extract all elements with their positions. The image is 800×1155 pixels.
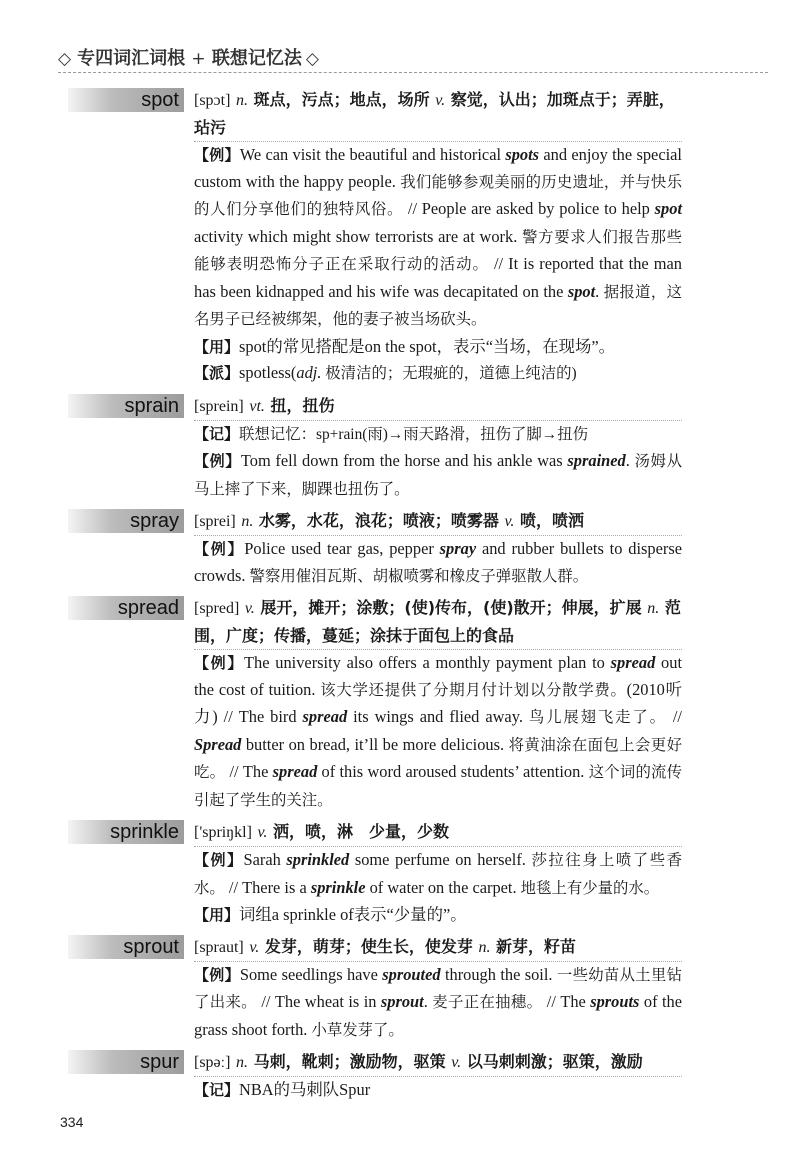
keyword: Spread [194, 734, 242, 754]
phonetic: [spraut] [194, 938, 244, 956]
part-of-speech: v. [451, 1054, 462, 1071]
meaning: 新芽，籽苗 [496, 936, 577, 956]
phonetic: ['spriŋkl] [194, 824, 252, 841]
text: Some seedlings have [239, 964, 383, 984]
text: // There is a [224, 877, 311, 897]
translation: 小草发芽了。 [311, 1021, 404, 1039]
section-tag: 【例】 [194, 146, 240, 164]
meaning: 洒，喷，淋 少量，少数 [272, 822, 449, 841]
meaning: 扭，扭伤 [270, 395, 335, 415]
usage-section [194, 334, 682, 361]
meaning: 水雾，水花，浪花；喷液；喷雾器 [258, 511, 499, 530]
text: (2010听力) // The bird [194, 679, 682, 726]
text: 词组a sprinkle of表示“少量的”。 [239, 905, 467, 924]
entry-sprinkle [68, 818, 682, 929]
memory-section [194, 1077, 682, 1104]
phonetic: [spəː] [194, 1054, 231, 1071]
part-of-speech: n. [241, 513, 254, 530]
text: butter on bread, it’ll be more delicious. [241, 734, 509, 754]
phonetic: [spred] [194, 600, 240, 617]
text: Police used tear gas, pepper [244, 539, 440, 558]
example-section [194, 650, 682, 814]
usage-section [194, 902, 682, 929]
entry-spread [68, 594, 682, 814]
dictionary-entries [68, 86, 682, 1108]
keyword: spread [302, 707, 348, 726]
text: // People are asked by police to help [403, 199, 655, 218]
entry-spray [68, 507, 682, 590]
keyword: sprinkle [310, 877, 366, 897]
text: of water on the carpet. [365, 877, 521, 897]
text: . [625, 451, 635, 470]
part-of-speech: vt. [249, 397, 265, 415]
translation: 据报道，这名男子已经被绑架，他的妻子被当场砍头。 [194, 283, 682, 328]
definition [194, 818, 682, 847]
meaning: 斑点，污点；地点，场所 [253, 90, 430, 109]
entry-sprout [68, 933, 682, 1045]
section-tag: 【例】 [194, 851, 244, 869]
part-of-speech: n. [478, 938, 491, 956]
entry-spot [68, 86, 682, 388]
keyword: spray [439, 539, 477, 558]
headword: spread [68, 596, 184, 620]
meaning: 察觉，认出；加斑点于；弄脏，玷污 [194, 90, 675, 137]
translation: 该大学还提供了分期月付计划以分散学费。 [320, 681, 627, 699]
translation: 一些幼苗从土里钻了出来。 [194, 966, 682, 1011]
page-header [58, 44, 768, 73]
headword: sprain [68, 394, 184, 418]
part-of-speech: adj. [296, 363, 322, 382]
translation: 将黄油涂在面包上会更好吃。 [194, 736, 682, 781]
phonetic: [sprei] [194, 513, 236, 530]
definition [194, 507, 682, 536]
headword: spray [68, 509, 184, 533]
entry-spur [68, 1048, 682, 1104]
entry-sprain [68, 392, 682, 504]
text: of this word aroused students’ attention. [317, 762, 589, 781]
text: some perfume on herself. [349, 850, 532, 869]
derivative-section [194, 360, 682, 388]
headword: sprout [68, 935, 184, 959]
text: 联想记忆：sp+rain(雨)→雨天路滑，扭伤了脚→扭伤 [239, 425, 588, 443]
phonetic: [spɔt] [194, 92, 231, 109]
section-tag: 【例】 [194, 452, 241, 470]
definition [194, 392, 682, 421]
text: and enjoy the special custom with the happy people. [194, 145, 682, 191]
diamond-icon: ◇ [305, 49, 319, 69]
definition [194, 1048, 682, 1077]
meaning: 马刺，靴刺；激励物，驱策 [253, 1052, 446, 1071]
text: Sarah [243, 850, 287, 869]
text: // The wheat is in [256, 992, 381, 1011]
keyword: spread [272, 762, 318, 781]
part-of-speech: v. [504, 513, 515, 530]
example-section [194, 847, 682, 902]
section-tag: 【用】 [194, 906, 240, 924]
translation: 这个词的流传引起了学生的关注。 [194, 764, 682, 809]
text: The university also offers a monthly payment plan to [244, 653, 611, 672]
text: . [595, 281, 604, 301]
text: its wings and flied away. [347, 707, 529, 726]
plus-sign: + [191, 49, 206, 69]
text: through the soil. [440, 964, 557, 984]
definition [194, 86, 682, 142]
keyword: sprained [567, 451, 626, 470]
part-of-speech: n. [236, 92, 249, 109]
part-of-speech: v. [435, 92, 446, 109]
text: Tom fell down from the horse and his ankle was [240, 451, 568, 470]
meaning: 以马刺刺激；驱策，激励 [466, 1052, 643, 1071]
meaning: 发芽，萌芽；使生长，使发芽 [264, 936, 473, 956]
keyword: sprouts [590, 992, 640, 1011]
keyword: spot [654, 199, 682, 218]
text: of the grass shoot forth. [194, 992, 682, 1039]
example-section [194, 536, 682, 590]
translation: 警方要求人们报告那些能够表明恐怖分子正在采取行动的活动。 [194, 228, 682, 273]
keyword: spot [567, 281, 596, 301]
book-title-part1: 专四词汇词根 [77, 48, 186, 69]
part-of-speech: v. [244, 600, 255, 617]
definition [194, 594, 682, 650]
example-section [194, 962, 682, 1045]
keyword: spots [505, 145, 540, 164]
section-tag: 【用】 [194, 337, 240, 356]
part-of-speech: n. [647, 600, 660, 617]
meaning: 喷，喷洒 [520, 511, 585, 530]
part-of-speech: v. [257, 824, 268, 841]
definition [194, 933, 682, 962]
translation: 地毯上有少量的水。 [520, 879, 660, 897]
text: out the cost of tuition. [194, 653, 682, 699]
text: . [423, 992, 433, 1011]
text: // The [225, 762, 273, 781]
page-number: 334 [60, 1114, 84, 1130]
example-section [194, 142, 682, 334]
text: NBA的马刺队Spur [239, 1080, 371, 1099]
keyword: spread [610, 653, 656, 672]
phonetic: [sprein] [194, 397, 244, 415]
text: // The [542, 992, 591, 1011]
section-tag: 【例】 [194, 540, 245, 558]
text: // It is reported that the man has been kidnapped and his wife was decapitated on the [194, 254, 682, 301]
example-section [194, 448, 682, 503]
headword: sprinkle [68, 820, 184, 844]
headword: spur [68, 1050, 184, 1074]
translation: 鸟儿展翅飞走了。 [528, 709, 667, 726]
diamond-icon: ◇ [58, 49, 72, 69]
translation: 麦子正在抽穗。 [432, 994, 543, 1011]
translation: 汤姆从马上摔了下来，脚踝也扭伤了。 [194, 453, 682, 498]
book-title-part2: 联想记忆法 [211, 48, 302, 69]
section-tag: 【例】 [194, 965, 240, 984]
part-of-speech: n. [236, 1054, 249, 1071]
part-of-speech: v. [249, 938, 260, 956]
section-tag: 【派】 [194, 364, 240, 382]
keyword: sprouted [382, 964, 441, 984]
text: spotless( [239, 363, 297, 382]
section-tag: 【记】 [194, 1081, 240, 1099]
section-tag: 【例】 [194, 654, 245, 672]
text: spot的常见搭配是on the spot，表示“当场，在现场”。 [239, 336, 616, 356]
translation: 莎拉往身上喷了些香水。 [194, 852, 682, 897]
text: We can visit the beautiful and historical [239, 145, 506, 164]
text: // [666, 707, 682, 726]
meaning: 范围，广度；传播，蔓延；涂抹于面包上的食品 [194, 598, 681, 645]
memory-section [194, 421, 682, 449]
text: activity which might show terrorists are at work. [194, 226, 523, 246]
keyword: sprout [380, 992, 424, 1011]
translation: 警察用催泪瓦斯、胡椒喷雾和橡皮子弹驱散人群。 [249, 567, 589, 585]
translation: 极清洁的；无瑕疵的，道德上纯洁的) [321, 365, 577, 382]
keyword: sprinkled [286, 850, 350, 869]
headword: spot [68, 88, 184, 112]
section-tag: 【记】 [194, 424, 240, 443]
translation: 我们能够参观美丽的历史遗址，并与快乐的人们分享他们的独特风俗。 [194, 173, 682, 218]
meaning: 展开，摊开；涂敷；(使)传布，(使)散开；伸展，扩展 [260, 598, 642, 617]
text: and rubber bullets to disperse crowds. [194, 539, 682, 585]
